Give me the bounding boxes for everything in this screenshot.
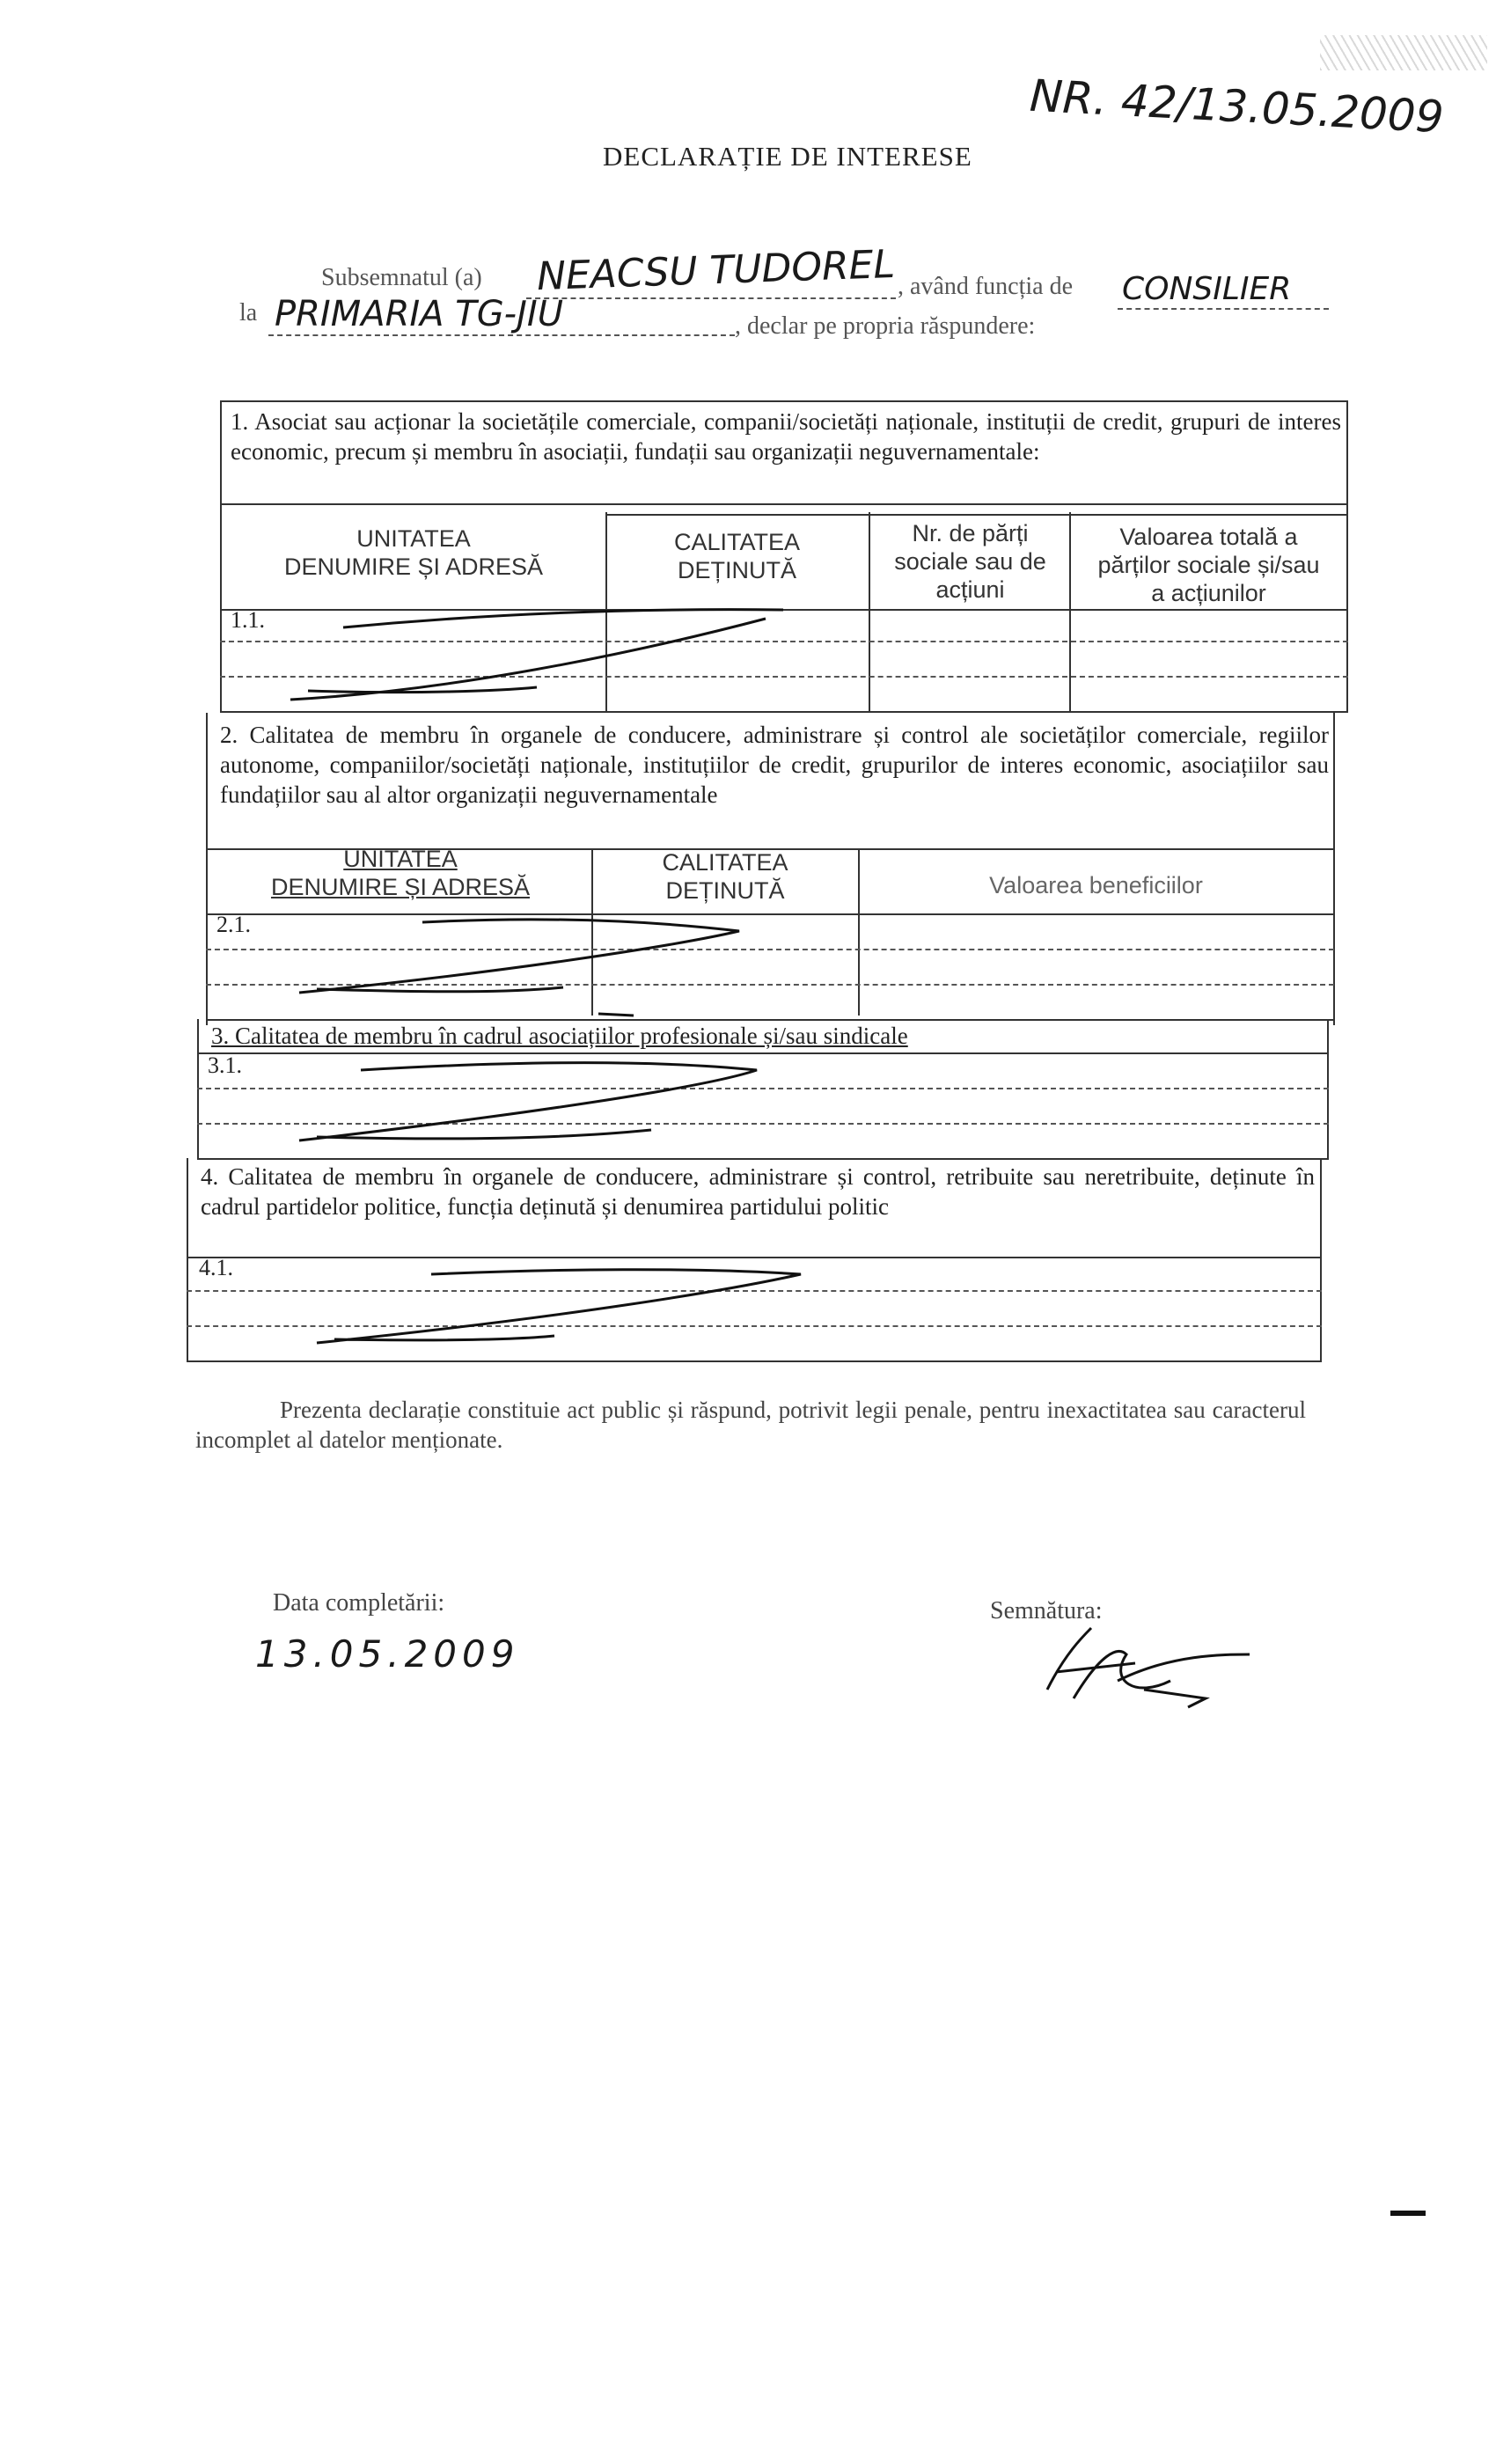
s1-top-border [220,400,1348,402]
date-value: 13.05.2009 [255,1632,520,1676]
s3-row-label: 3.1. [208,1052,242,1078]
s2-right-border [1333,713,1335,1025]
s3-bottom [197,1158,1329,1160]
s3-heading: 3. Calitatea de membru în cadrul asociațiilor profesionale și/sau sindicale [211,1023,908,1049]
subsemnatul-label: Subsemnatul (a) [321,264,482,291]
s1-col-valoarea: Valoarea totală a părților sociale și/sau a acțiunilor [1097,524,1320,606]
s1-heading: 1. Asociat sau acționar la societățile comerciale, companii/societăți naționale, instituții de credit, grupuri de interes economic, precum și membru în asociații, fundații sau organizații neguvernamentale: [231,408,1341,465]
s4-heading: 4. Calitatea de membru în organele de conducere, administrare și control, retribuite sau neretribuite, deținute în cadrul partidelor politice, funcția deținută și denumirea partidului politic [201,1163,1315,1220]
legal-statement: Prezenta declarație constituie act public și răspund, potrivit legii penale, pentru inexactitatea sau caracterul incomplet al datelor menționate. [195,1397,1306,1453]
s4-row-label: 4.1. [199,1255,233,1280]
s1-col-unitatea: UNITATEA DENUMIRE ȘI ADRESĂ [283,525,544,580]
s2-col-unitatea: UNITATEA DENUMIRE ȘI ADRESĂ [270,846,531,900]
function-label: , având funcția de [898,273,1074,300]
intro-line-1 [321,264,482,292]
declarant-name: NEACSU TUDOREL [536,241,896,300]
page-title: DECLARAȚIE DE INTERESE [603,141,972,172]
signature-mark [1030,1619,1258,1716]
s1-col-nr-parti: Nr. de părți sociale sau de acțiuni [894,520,1046,603]
registration-number: NR. 42/13.05.2009 [1028,70,1445,143]
s1-right-border [1346,400,1348,713]
scan-noise-top-right [1320,35,1487,70]
s2-col-calitatea: CALITATEA DEȚINUTĂ [662,849,788,904]
s1-col-calitatea: CALITATEA DEȚINUTĂ [673,529,801,583]
s4-bottom [187,1360,1322,1362]
s4-strike-scribble [290,1255,871,1360]
s2-col-divider-2 [858,848,860,1016]
s1-row-label: 1.1. [231,607,265,633]
scan-dash-right [1390,2211,1426,2216]
institution-value: PRIMARIA TG-JIU [275,294,563,334]
s2-strike-scribble [264,908,810,1023]
s3-right-border [1327,1019,1329,1160]
s1-header-inner-top [605,514,1348,516]
s4-right-border [1320,1158,1322,1362]
s4-left-border [187,1158,188,1362]
date-label: Data completării: [273,1589,445,1617]
s1-bottom [220,711,1348,713]
at-label: la [239,299,258,326]
function-value: CONSILIER [1122,271,1292,307]
function-underline [1118,308,1329,310]
s2-left-border [206,713,208,1025]
name-underline [526,297,896,299]
s1-strike-scribble [273,603,889,708]
signature-label: Semnătura: [990,1597,1103,1624]
s1-left-border [220,400,222,713]
s2-col-valoarea: Valoarea beneficiilor [989,872,1203,898]
s2-row-label: 2.1. [216,912,251,937]
institution-underline [268,334,735,336]
s2-heading: 2. Calitatea de membru în organele de conducere, administrare și control ale societăților comerciale, regiilor autonome, companiilor/societăți naționale, instituțiilor de credit, grupurilor de interes economic, asociațiilor sau fundațiilor sau al altor organizații neguvernamentale [220,722,1329,808]
s3-strike-scribble [282,1052,880,1158]
s3-left-border [197,1019,199,1160]
s1-header-top [220,503,1348,505]
declar-label: , declar pe propria răspundere: [735,312,1036,340]
